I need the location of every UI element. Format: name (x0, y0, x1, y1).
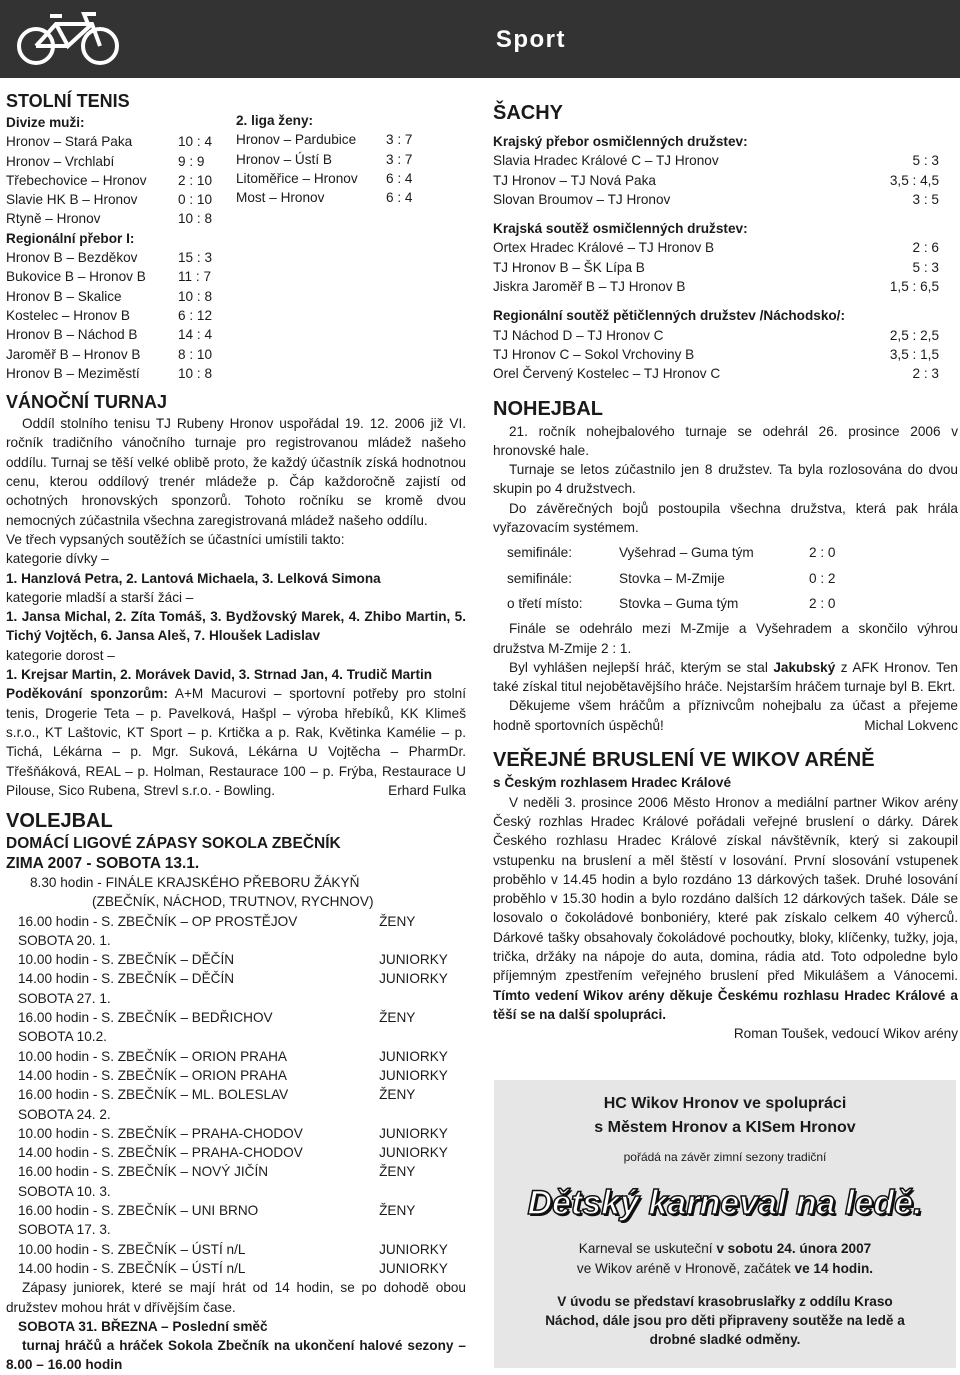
result-row (493, 238, 958, 257)
author: Roman Toušek, vedoucí Wikov arény (733, 1026, 958, 1042)
match: TJ Hronov C – Sokol Vrchoviny B (493, 346, 695, 362)
text: Karneval se uskuteční (578, 1241, 717, 1257)
result-row (493, 151, 958, 170)
semifinal-results (493, 543, 958, 613)
match: Kostelec – Hronov B (6, 307, 130, 323)
category: JUNIORKY (379, 1048, 448, 1064)
round: o třetí místo: (507, 595, 583, 611)
match: Orel Červený Kostelec – TJ Hronov C (493, 366, 721, 382)
tenis-title: STOLNÍ TENIS (6, 91, 130, 111)
schedule-row (6, 1220, 466, 1239)
score: 11 : 7 (178, 269, 212, 285)
score: 0 : 2 (809, 570, 836, 586)
match: Hronov – Stará Paka (6, 134, 133, 150)
match: Ortex Hradec Králové – TJ Hronov B (493, 240, 715, 256)
middle-column (236, 111, 476, 207)
match: Stovka – M-Zmije (619, 570, 725, 586)
result-row (6, 345, 466, 364)
result-row (6, 209, 466, 228)
match: Hronov – Pardubice (236, 132, 357, 148)
score: 10 : 8 (178, 365, 213, 381)
results-list (236, 130, 476, 207)
score: 3 : 5 (912, 191, 939, 207)
schedule-row (6, 1066, 466, 1085)
author: Erhard Fulka (388, 783, 466, 799)
promo-line: V úvodu se představí krasobruslařky z oddílu Kraso Náchod, dále jsou pro děti připraveny soutěže na ledě a drobné sladké odměny. (545, 1293, 905, 1348)
score: 2 : 0 (809, 595, 836, 611)
group-title: Krajská soutěž osmičlenných družstev: (493, 221, 748, 237)
paragraph (493, 793, 958, 1025)
schedule-date: SOBOTA 17. 3. (18, 1222, 111, 1238)
result-row (6, 267, 466, 286)
match: Slavie HK B – Hronov (6, 192, 138, 208)
match: TJ Náchod D – TJ Hronov C (493, 327, 664, 343)
result-row (236, 130, 476, 149)
paragraph: Finále se odehrálo mezi M-Zmije a Vyšehradem a skončilo výhrou družstva M-Zmije 2 : 1. (493, 621, 958, 656)
result-row (6, 306, 466, 325)
score: 6 : 4 (386, 190, 413, 206)
result-row (493, 345, 958, 364)
match: TJ Hronov – TJ Nová Paka (493, 172, 656, 188)
match: 10.00 hodin - S. ZBEČNÍK – DĚČÍN (18, 952, 235, 968)
results-list (493, 326, 958, 384)
author: Michal Lokvenc (864, 718, 958, 734)
score: 3,5 : 1,5 (889, 346, 939, 362)
results-list (6, 248, 466, 383)
result-row (493, 569, 958, 588)
paragraph: 21. ročník nohejbalového turnaje se odehrál 26. prosince 2006 v hronovské hale. (493, 423, 958, 458)
score: 14 : 4 (178, 327, 213, 343)
schedule-row (6, 1047, 466, 1066)
score: 10 : 8 (178, 211, 213, 227)
final-teams: (ZBEČNÍK, NÁCHOD, TRUTNOV, RYCHNOV) (92, 894, 374, 910)
result-row (493, 171, 958, 190)
category: ŽENY (379, 1164, 416, 1180)
match: 16.00 hodin - S. ZBEČNÍK – OP PROSTĚJOV (18, 913, 298, 929)
paragraph: Zápasy juniorek, které se mají hrát od 14 hodin, se po dohodě obou družstev mohou hrát v dřívějším čase. (6, 1280, 466, 1315)
paragraph: Ve třech vypsaných soutěžích se účastníci umístili takto: (6, 531, 345, 547)
score: 2 : 3 (912, 366, 939, 382)
schedule-row (6, 1124, 466, 1143)
time: ve 14 hodin. (794, 1260, 874, 1276)
section-title: Sport (495, 26, 566, 53)
schedule-row (6, 1162, 466, 1181)
result-row (6, 364, 466, 383)
score: 3 : 7 (386, 151, 413, 167)
match: Jiskra Jaroměř B – TJ Hronov B (493, 279, 686, 295)
category: JUNIORKY (379, 1125, 448, 1141)
schedule-row (6, 1105, 466, 1124)
match: Hronov B – Bezděkov (6, 250, 138, 266)
nohejbal-title: NOHEJBAL (493, 397, 604, 420)
schedule-row (6, 1259, 466, 1278)
match: 16.00 hodin - S. ZBEČNÍK – NOVÝ JIČÍN (18, 1164, 269, 1180)
score: 9 : 9 (178, 153, 205, 169)
match: 10.00 hodin - S. ZBEČNÍK – ÚSTÍ n/L (18, 1241, 246, 1257)
results-list (493, 238, 958, 296)
result-row (493, 364, 958, 383)
match: Třebechovice – Hronov (6, 172, 147, 188)
promo-line (494, 1239, 956, 1258)
bicycle-icon (14, 10, 122, 68)
schedule-row (6, 1182, 466, 1201)
round: semifinále: (507, 570, 572, 586)
schedule-date: SOBOTA 24. 2. (18, 1106, 111, 1122)
paragraph: Turnaje se letos zúčastnilo jen 8 družstev. Ta byla rozlosována do dvou skupin po 4 družstvech. (493, 462, 958, 497)
match: Bukovice B – Hronov B (6, 269, 146, 285)
match: Most – Hronov (236, 190, 325, 206)
last-event-detail: turnaj hráčů a hráček Sokola Zbečník na ukončení halové sezony – 8.00 – 16.00 hodin (6, 1338, 466, 1373)
result-row (6, 248, 466, 267)
volejbal-subtitle: DOMÁCÍ LIGOVÉ ZÁPASY SOKOLA ZBEČNÍK (6, 835, 341, 853)
text: Byl vyhlášen nejlepší hráč, kterým se stal (509, 659, 774, 675)
sachy-title: ŠACHY (493, 102, 564, 124)
match: Jaroměř B – Hronov B (6, 346, 141, 362)
match: Hronov B – Náchod B (6, 327, 138, 343)
text: ve Wikov aréně v Hronově, začátek (576, 1260, 795, 1276)
group-title: 2. liga ženy: (236, 113, 314, 128)
result-line: 1. Jansa Michal, 2. Zíta Tomáš, 3. Bydžovský Marek, 4. Zhibo Martin, 5. Tichý Vojtěch, 6. Jansa Aleš, 7. Hloušek Ladislav (6, 609, 466, 644)
text: V neděli 3. prosince 2006 Město Hronov a mediální partner Wikov arény Český rozhlas Hradec Králové pořádali veřejné bruslení o dárky. Dárek Českého rozhlasu Hradec Králové získal návštěvník, který si zakoupil vstupenku na bruslení a měl štěstí v losování. První slosování vstupenek proběhlo v 14.45 hodin a bylo rozdáno 13 dárkových tašek. Druhé losování proběhlo v 15.30 hodin a bylo rozdáno dalších 12 dárkových tašek. Dále se losovalo o čokoládové bonboniéry, které pak získalo celkem 40 výherců. Dárkové tašky obsahovaly čokoládové pochoutky, bloky, klíčenky, tužky, joja, trička, držáky na nápoje do auta, domina, rádia atd. Toto odpoledne bylo příjemným zpestřením veřejného bruslení před Mikulášem a Vánocemi. (493, 794, 958, 984)
group-title: Divize muži: (6, 115, 85, 130)
schedule-row (6, 1201, 466, 1220)
match: 16.00 hodin - S. ZBEČNÍK – BEDŘICHOV (18, 1010, 273, 1026)
category: JUNIORKY (379, 1241, 448, 1257)
final-line: 8.30 hodin - FINÁLE KRAJSKÉHO PŘEBORU ŽÁKYŇ (30, 874, 360, 890)
result-row (6, 287, 466, 306)
group-title: Regionální přebor I: (6, 230, 135, 246)
score: 5 : 3 (912, 153, 939, 169)
schedule-row (6, 931, 466, 950)
schedule-list (6, 912, 466, 1279)
result-row (236, 188, 476, 207)
category: kategorie mladší a starší žáci – (6, 589, 194, 605)
sponsors-text: A+M Macurovi – sportovní potřeby pro stolní tenis, Drogerie Teta – p. Pavelková, Hašpl – výroba hřebíků, KK Klimeš s.r.o., KT Laštovic, KT Sport – p. Krtička a p. Rak, Květinka Kamélie – p. Tichá, Lékárna – p. Mgr. Suková, Lékárna U Vojtěcha – PharmDr. Třešňáková, REAL – p. Holman, Restaurace 100 – p. Frýba, Restaurace U Pilouse, Sico Rubena, Strevl s.r.o. - Bowling. (6, 686, 466, 798)
round: semifinále: (507, 545, 572, 561)
page-header (0, 0, 960, 78)
brusleni-subtitle: s Českým rozhlasem Hradec Králové (493, 775, 732, 791)
schedule-date: SOBOTA 10.2. (18, 1029, 107, 1045)
schedule-row (6, 1143, 466, 1162)
left-column (6, 90, 466, 1375)
match: 14.00 hodin - S. ZBEČNÍK – PRAHA-CHODOV (18, 1145, 303, 1161)
score: 6 : 4 (386, 170, 413, 186)
match: Vyšehrad – Guma tým (619, 545, 754, 561)
match: 10.00 hodin - S. ZBEČNÍK – PRAHA-CHODOV (18, 1125, 303, 1141)
result-line: 1. Krejsar Martin, 2. Morávek David, 3. Strnad Jan, 4. Trudič Martin (6, 667, 433, 683)
paragraph: Do závěrečných bojů postoupila všechna družstva, která pak hrála vyřazovacím systémem. (493, 500, 958, 536)
score: 8 : 10 (178, 346, 213, 362)
result-line: 1. Hanzlová Petra, 2. Lantová Michaela, 3. Lelková Simona (6, 570, 381, 586)
score: 6 : 12 (178, 307, 213, 323)
volejbal-title: VOLEJBAL (6, 810, 113, 833)
match: 16.00 hodin - S. ZBEČNÍK – ML. BOLESLAV (18, 1087, 289, 1103)
category: ŽENY (379, 913, 416, 929)
category: kategorie dívky – (6, 551, 109, 567)
schedule-date: SOBOTA 27. 1. (18, 990, 111, 1006)
score: 1,5 : 6,5 (889, 279, 939, 295)
match: Slovan Broumov – TJ Hronov (493, 191, 671, 207)
date: v sobotu 24. února 2007 (716, 1241, 872, 1257)
schedule-row (6, 989, 466, 1008)
result-row (493, 594, 958, 613)
result-row (236, 169, 476, 188)
category: JUNIORKY (379, 971, 448, 987)
schedule-row (6, 912, 466, 931)
promo-line: s Městem Hronov a KISem Hronov (594, 1119, 856, 1136)
match: Slavia Hradec Králové C – TJ Hronov (493, 153, 719, 169)
thanks: Tímto vedení Wikov arény děkuje Českému rozhlasu Hradec Králové a těší se na další spolupráci. (493, 987, 958, 1022)
text: z AFK Hronov. Ten také získal titul nejobětavějšího hráče. Nejstarším hráčem turnaje byl B. Ekrt. (493, 659, 958, 695)
vanocni-title: VÁNOČNÍ TURNAJ (6, 392, 168, 413)
group-title: Regionální soutěž pětičlenných družstev /Náchodsko/: (493, 308, 845, 324)
schedule-row (6, 1027, 466, 1046)
match: Hronov – Ústí B (236, 151, 332, 167)
score: 0 : 10 (178, 192, 213, 208)
result-row (493, 326, 958, 345)
match: 14.00 hodin - S. ZBEČNÍK – ORION PRAHA (18, 1067, 287, 1083)
match: 16.00 hodin - S. ZBEČNÍK – UNI BRNO (18, 1203, 259, 1219)
score: 2 : 6 (912, 240, 939, 256)
best-player: Jakubský (773, 659, 836, 675)
volejbal-date: ZIMA 2007 - SOBOTA 13.1. (6, 854, 200, 872)
brusleni-title: VEŘEJNÉ BRUSLENÍ VE WIKOV ARÉNĚ (493, 749, 875, 772)
paragraph: Oddíl stolního tenisu TJ Rubeny Hronov uspořádal 19. 12. 2006 již VI. ročník tradičního vánočního turnaje pro registrovanou mládež našeho oddílu. Turnaj se těší velké oblibě proto, že každý účastník získá hodnotnou cenu, kterou oddílový trenér mládeže p. Čáp každoročně zajistí od ochotných hronovských sponzorů. Tohoto ročníku se kromě dvou nemocných zúčastnila všechna zaregistrovaná mládež našeho oddílu. (6, 416, 466, 528)
result-row (493, 277, 958, 296)
category: JUNIORKY (379, 1260, 448, 1276)
match: 14.00 hodin - S. ZBEČNÍK – DĚČÍN (18, 971, 235, 987)
score: 3 : 7 (386, 132, 413, 148)
category: ŽENY (379, 1087, 416, 1103)
result-row (493, 190, 958, 209)
score: 5 : 3 (912, 259, 939, 275)
group-title: Krajský přebor osmičlenných družstev: (493, 134, 748, 149)
schedule-date: SOBOTA 20. 1. (18, 932, 111, 948)
result-row (493, 543, 958, 562)
result-row (493, 258, 958, 277)
paragraph: Děkujeme všem hráčům a příznivcům nohejbalu za účast a přejeme hodně sportovních úspěchů! (493, 698, 958, 733)
category: JUNIORKY (379, 1067, 448, 1083)
carnival-promo (494, 1080, 956, 1368)
promo-line: pořádá na závěr zimní sezony tradiční (623, 1150, 827, 1164)
schedule-row (6, 1008, 466, 1027)
match: Hronov B – Skalice (6, 288, 122, 304)
result-row (236, 150, 476, 169)
score: 15 : 3 (178, 250, 213, 266)
match: Stovka – Guma tým (619, 595, 739, 611)
promo-line: HC Wikov Hronov ve spolupráci (603, 1095, 847, 1112)
score: 2 : 10 (178, 172, 213, 188)
results-list (493, 151, 958, 209)
category: ŽENY (379, 1010, 416, 1026)
last-event: SOBOTA 31. BŘEZNA – Poslední směč (18, 1318, 268, 1334)
result-row (6, 325, 466, 344)
match: Hronov B – Meziměstí (6, 365, 140, 381)
score: 3,5 : 4,5 (889, 172, 939, 188)
score: 2,5 : 2,5 (889, 327, 939, 343)
category: JUNIORKY (379, 1145, 448, 1161)
paragraph (493, 658, 958, 697)
schedule-row (6, 1085, 466, 1104)
match: Hronov – Vrchlabí (6, 153, 115, 169)
match: Litoměřice – Hronov (236, 170, 358, 186)
right-column (493, 90, 958, 1043)
schedule-date: SOBOTA 10. 3. (18, 1183, 111, 1199)
score: 10 : 8 (178, 288, 213, 304)
sponsors-label: Poděkování sponzorům: (6, 686, 168, 702)
schedule-row (6, 1240, 466, 1259)
match: 14.00 hodin - S. ZBEČNÍK – ÚSTÍ n/L (18, 1260, 246, 1276)
category: ŽENY (379, 1203, 416, 1219)
category: kategorie dorost – (6, 647, 115, 663)
match: Rtyně – Hronov (6, 211, 101, 227)
match: 10.00 hodin - S. ZBEČNÍK – ORION PRAHA (18, 1048, 287, 1064)
score: 10 : 4 (178, 134, 213, 150)
score: 2 : 0 (809, 545, 836, 561)
promo-title: Dětský karneval na ledě. (527, 1184, 923, 1223)
schedule-row (6, 950, 466, 969)
schedule-row (6, 969, 466, 988)
match: TJ Hronov B – ŠK Lípa B (493, 259, 645, 275)
promo-line (494, 1259, 956, 1278)
category: JUNIORKY (379, 952, 448, 968)
